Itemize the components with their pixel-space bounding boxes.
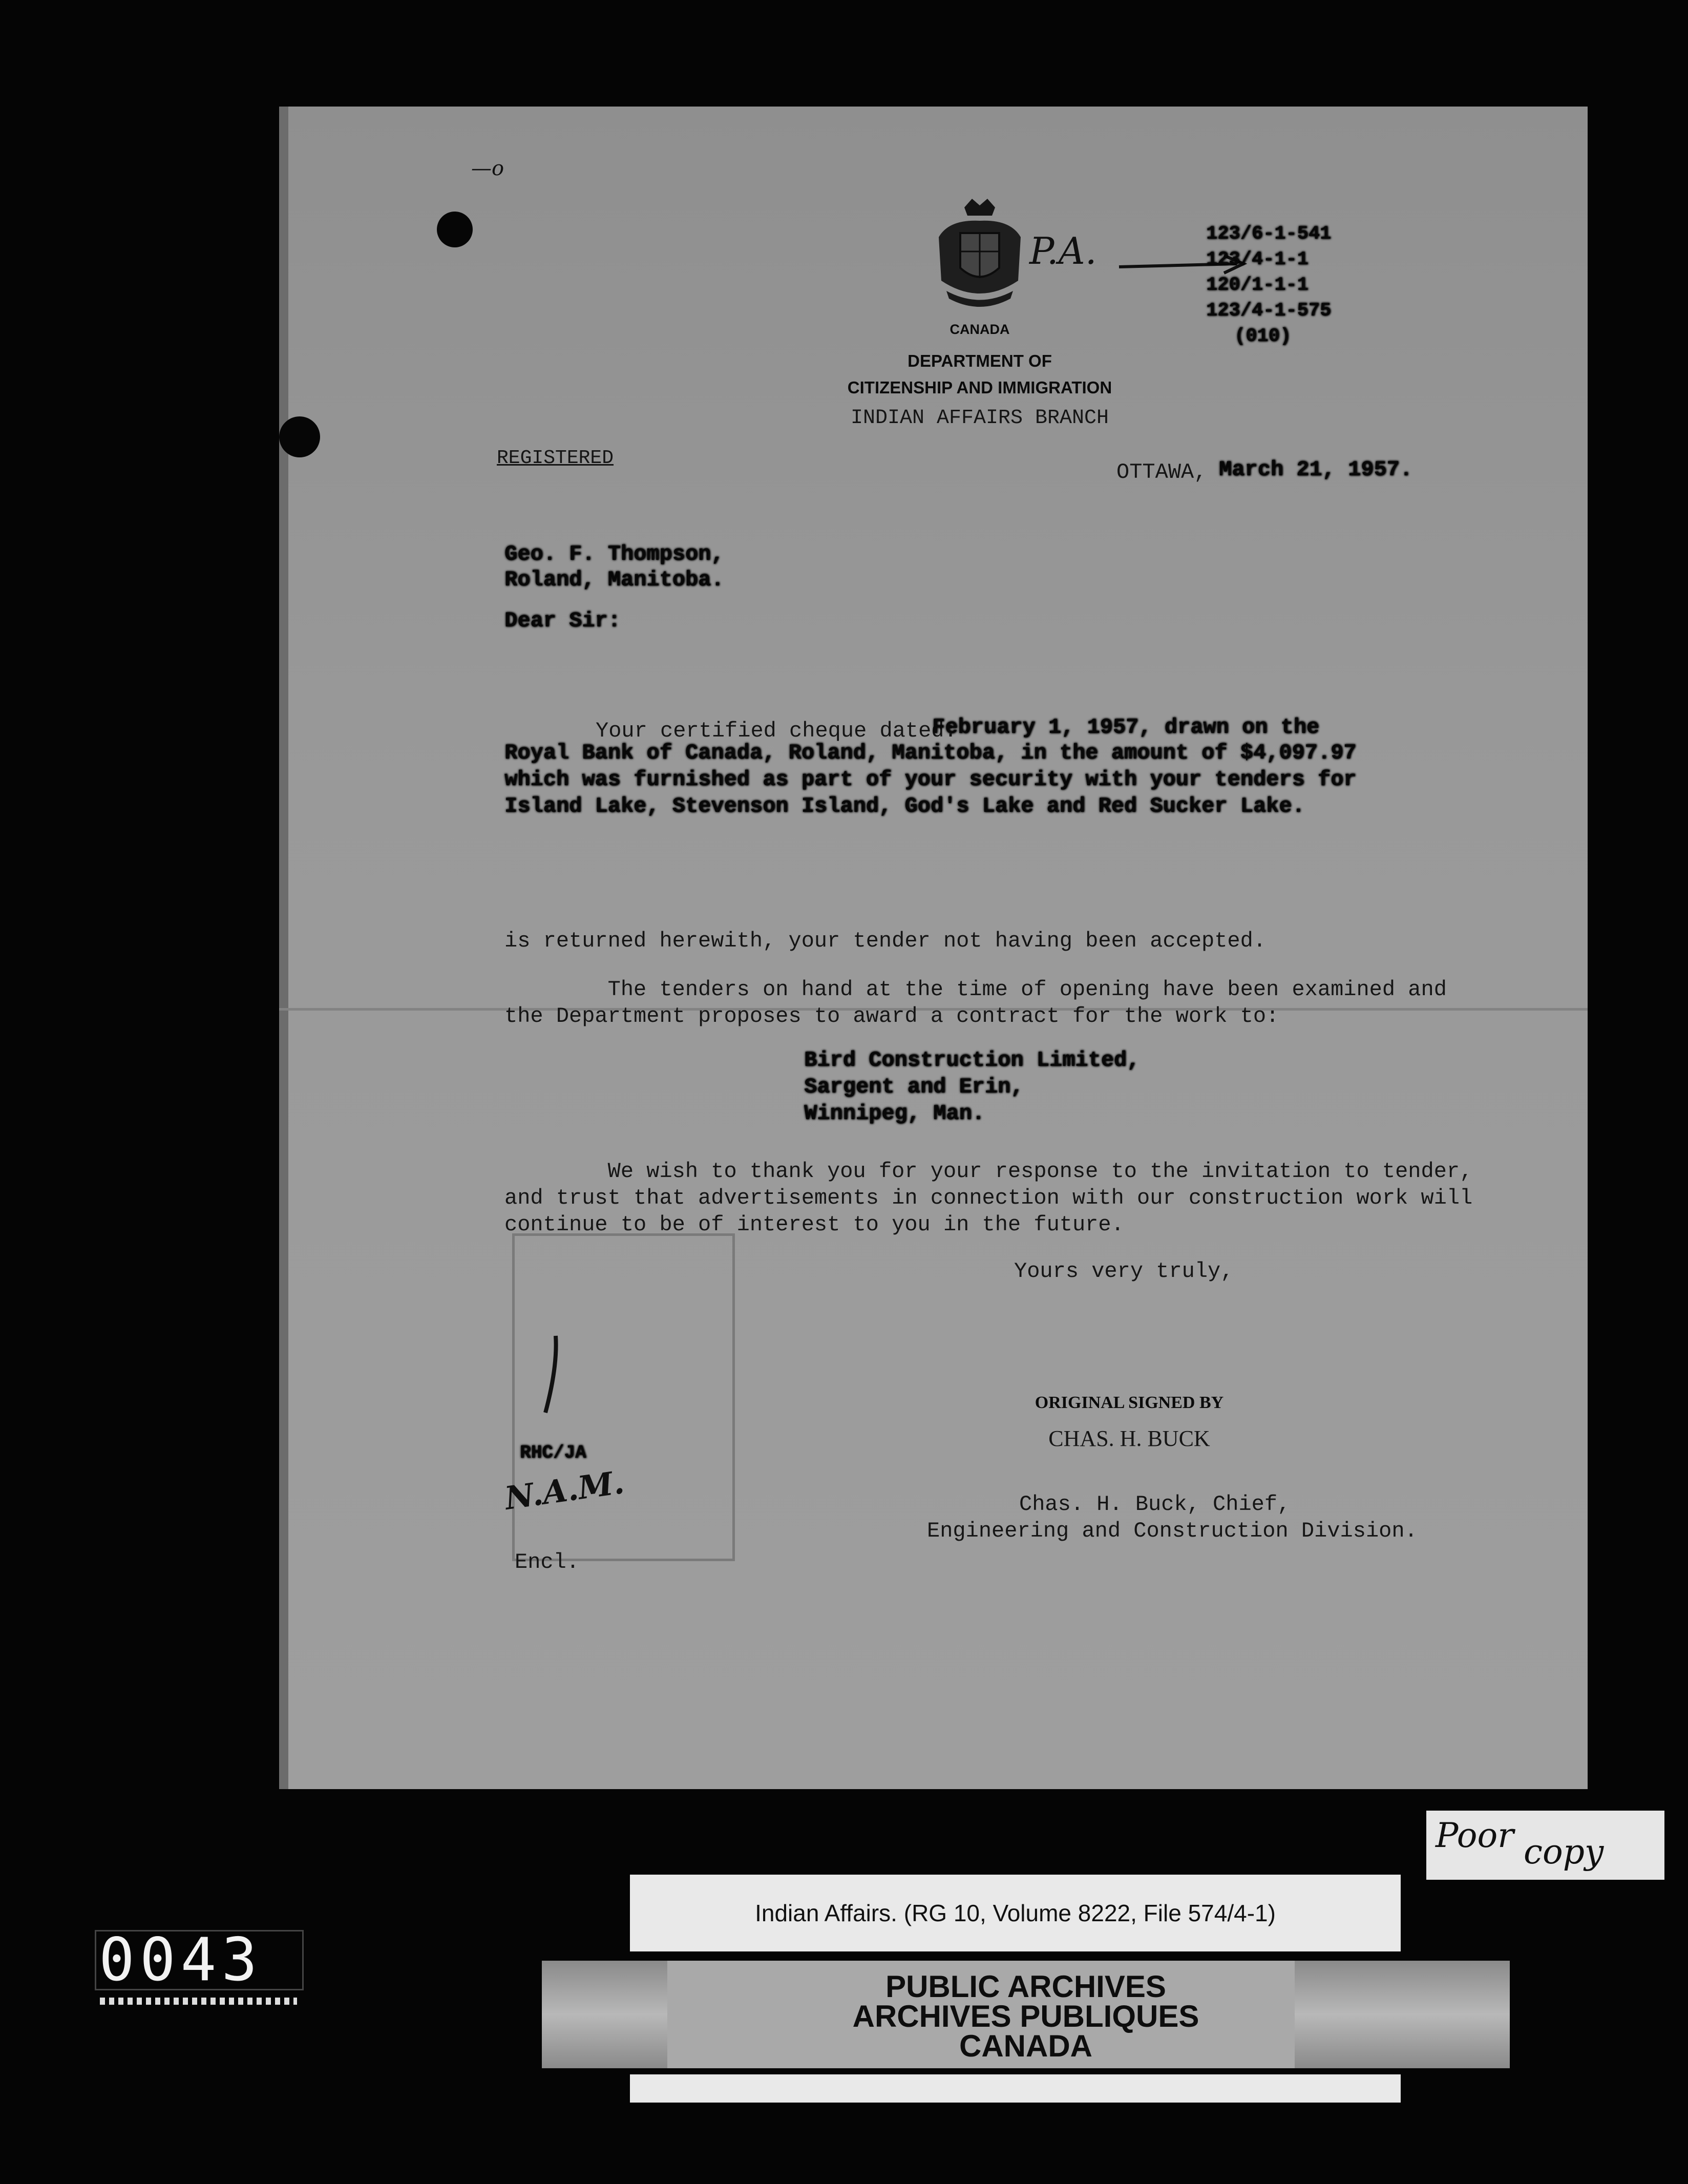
salutation: Dear Sir:: [504, 608, 621, 633]
cheque-detail-line4: Island Lake, Stevenson Island, God's Lake and Red Sucker Lake.: [504, 794, 1305, 818]
tenders-line1: The tenders on hand at the time of opening have been examined and: [504, 977, 1447, 1002]
handwritten-initials: N.A.M.: [502, 1463, 627, 1517]
poor-copy-word1: Poor: [1436, 1816, 1514, 1855]
awardee-street: Sargent and Erin,: [804, 1075, 1024, 1099]
archives-stamp-line2: ARCHIVES PUBLIQUES: [852, 1999, 1199, 2033]
frame-counter: [95, 1925, 304, 1994]
pen-mark: —o: [471, 157, 504, 180]
paper-edge-shadow: [279, 107, 288, 1789]
letterhead-dept-line1: DEPARTMENT OF: [908, 351, 1052, 370]
cheque-intro: Your certified cheque dated:: [596, 719, 957, 743]
typist-initials: RHC/JA: [520, 1442, 586, 1463]
file-ref-5: (010): [1234, 326, 1292, 347]
registered-label: REGISTERED: [497, 447, 614, 469]
poor-copy-word2: copy: [1524, 1832, 1604, 1872]
poor-copy-note: [1426, 1811, 1664, 1880]
punch-hole-top: [437, 212, 473, 247]
archive-label-bottom: [630, 2074, 1401, 2103]
letter-sheet: [279, 107, 1588, 1789]
awardee-city: Winnipeg, Man.: [804, 1101, 985, 1126]
awardee-name: Bird Construction Limited,: [804, 1048, 1140, 1073]
archive-label-text: Indian Affairs. (RG 10, Volume 8222, File 574/4-1): [755, 1900, 1276, 1926]
cheque-detail-line1: February 1, 1957, drawn on the: [932, 715, 1320, 740]
file-ref-4: 123/4-1-575: [1206, 300, 1332, 322]
division: Engineering and Construction Division.: [927, 1519, 1418, 1543]
frame-number: 0043: [99, 1925, 263, 1994]
thanks-line1: We wish to thank you for your response to the invitation to tender,: [504, 1159, 1473, 1184]
canada-coat-of-arms-icon: [929, 196, 1031, 317]
signed-name: CHAS. H. BUCK: [1048, 1426, 1210, 1451]
dateline-place: OTTAWA,: [1116, 460, 1207, 485]
archives-strip: [542, 1961, 1510, 2068]
dateline-date: March 21, 1957.: [1219, 457, 1413, 482]
tenders-line2: the Department proposes to award a contract for the work to:: [504, 1004, 1279, 1028]
closing: Yours very truly,: [1014, 1259, 1234, 1284]
film-sprocket-row: [100, 1998, 297, 2005]
cheque-detail-line2: Royal Bank of Canada, Roland, Manitoba, in the amount of $4,097.97: [504, 741, 1357, 765]
archives-stamp-line1: PUBLIC ARCHIVES: [885, 1969, 1166, 2004]
handwritten-pa: P.A.: [1029, 229, 1097, 272]
handwritten-check-mark-icon: [535, 1331, 566, 1418]
typed-name: Chas. H. Buck, Chief,: [1019, 1492, 1291, 1517]
letterhead-country: CANADA: [950, 322, 1010, 337]
returned-sentence: is returned herewith, your tender not having been accepted.: [504, 929, 1267, 953]
thanks-line3: continue to be of interest to you in the future.: [504, 1212, 1124, 1237]
recipient-address: Roland, Manitoba.: [504, 568, 724, 592]
recipient-name: Geo. F. Thompson,: [504, 542, 724, 566]
file-ref-2: 123/4-1-1: [1206, 249, 1309, 270]
cheque-detail-line3: which was furnished as part of your security with your tenders for: [504, 767, 1357, 792]
letterhead-branch: INDIAN AFFAIRS BRANCH: [850, 407, 1109, 430]
archive-label: [630, 1875, 1401, 1951]
thanks-line2: and trust that advertisements in connection with our construction work will: [504, 1186, 1473, 1210]
enclosure-note: Encl.: [515, 1550, 580, 1574]
punch-hole-middle: [279, 416, 320, 457]
archives-stamp-line3: CANADA: [959, 2029, 1092, 2063]
letterhead-dept-line2: CITIZENSHIP AND IMMIGRATION: [847, 378, 1112, 397]
file-ref-3: 120/1-1-1: [1206, 275, 1309, 296]
original-signed-by: ORIGINAL SIGNED BY: [1035, 1393, 1224, 1412]
file-ref-1: 123/6-1-541: [1206, 223, 1332, 245]
